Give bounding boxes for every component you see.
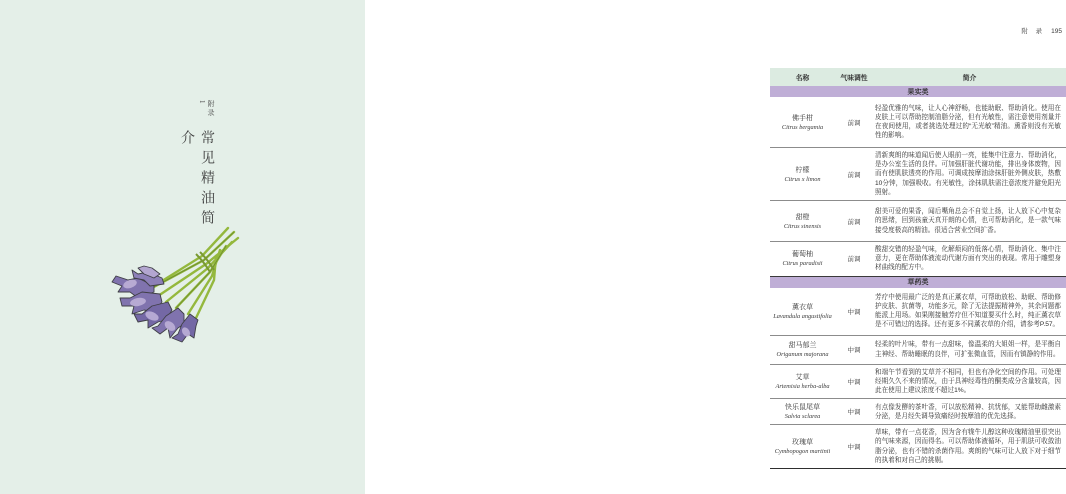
oil-name: 快乐鼠尾草 (785, 404, 820, 412)
oil-name: 葡萄柚 (792, 251, 813, 259)
table-row (770, 288, 1066, 336)
oil-name: 柠檬 (795, 166, 810, 174)
scent-note: 中调 (847, 444, 861, 452)
table-row (770, 336, 1066, 365)
oil-name: 甜橙 (795, 213, 810, 221)
section-bar-herbs: 草药类 (770, 277, 1066, 288)
table-header-row (770, 68, 1066, 86)
oil-name-cell (770, 402, 835, 421)
oil-description: 清新爽朗的味道闻后使人眼前一亮，能集中注意力、帮助消化，是办公室生活的良伴。可加强肝脏代谢功能，排出身体废物，因而有使肌肤透亮的作用。可调成按摩油涂抹肝脏外侧皮肤，热敷10分钟，加强吸收。有光敏性，涂抹肌肤需注意浓度并避免阳光照射。 (875, 152, 1061, 196)
oil-latin-name: Citrus bergamia (781, 123, 824, 131)
left-page (0, 0, 365, 494)
oil-latin-name: Salvia sclarea (784, 413, 821, 421)
oil-description: 酸甜交错的轻盈气味，化解烦闷的低落心情，帮助消化、集中注意力，更在帮助体液流动代谢方面有突出的表现。常用于雕塑身材曲线的配方中。 (875, 246, 1061, 272)
oil-description: 轻盈优雅的气味，让人心神舒畅，也能助眠、帮助消化。使用在皮肤上可以帮助控制油脂分泌，但有光敏性，需注意使用剂量并在夜间使用，或者挑选处理过的“无光敏”精油。熏香则没有光敏性的影响。 (875, 104, 1061, 140)
oil-description: 芳疗中使用最广泛的是真正薰衣草，可帮助放松、助眠、帮助修护皮肤、抗菌等，功能多元，除了无法提振精神外，其余问题都能派上用场。如果刚接触芳疗但不知道要买什么时，纯正薰衣草是不可错过的选择。还有更多不同薰衣草的介绍，请参考P.57。 (875, 293, 1061, 329)
scent-note: 前调 (847, 256, 861, 264)
oil-description: 和端午节看到的艾草并不相同，但也有净化空间的作用。可处理经期久久不来的情况，由于具神经毒性的酮类成分含量较高，因此在使用上建议浓度不超过1%。 (875, 368, 1061, 395)
scent-note: 中调 (847, 347, 861, 355)
scent-note: 前调 (847, 119, 861, 127)
oil-latin-name: Origanum majorana (776, 351, 829, 359)
oil-name-cell (770, 302, 835, 321)
oil-name: 佛手柑 (792, 114, 813, 122)
oil-name: 艾草 (795, 373, 810, 381)
oil-description: 有点像发酵的茶叶香，可以放松精神、抗忧郁，又能帮助雌激素分泌，是月经失调导致痛经时按摩油的优先选择。 (875, 403, 1061, 420)
column-header-name: 名称 (795, 75, 810, 82)
scent-note: 中调 (847, 308, 861, 316)
table-row (770, 242, 1066, 277)
oil-description: 甜美可爱的果香，闻后嘴角总会不自觉上扬，让人放下心中复杂的思绪，回到孩童天真开朗的心情，也可帮助消化，是一款气味接受度极高的精油。很适合营业空间扩香。 (875, 208, 1061, 234)
oil-name-cell (770, 249, 835, 268)
scent-note: 中调 (847, 378, 861, 386)
oil-description: 草味，带有一点花香，因为含有牻牛儿醇这种玫瑰精油里很突出的气味来源，因而得名。可以帮助体液循环，用于肌肤可收敛油脂分泌，也有不错的杀菌作用。爽朗的气味可让人放下对于细节的执着和对自己的挑剔。 (875, 429, 1061, 464)
scent-note: 前调 (847, 218, 861, 226)
oil-name: 甜马郁兰 (788, 342, 817, 350)
page-title: 常见精油简介 (179, 130, 214, 231)
oil-name: 玫瑰草 (792, 439, 813, 447)
oil-name-cell (770, 372, 835, 391)
oil-latin-name: Lavandula angustifolia (773, 312, 832, 320)
page-header-appendix-label: 附 录 (1021, 28, 1046, 35)
column-header-note: 气味调性 (840, 75, 868, 82)
oil-name-cell (770, 113, 835, 132)
scent-note: 中调 (847, 409, 861, 417)
page-header (940, 26, 1062, 35)
table-row (770, 399, 1066, 425)
section-bar-fruits: 果实类 (770, 86, 1066, 97)
table-row (770, 148, 1066, 201)
appendix-label: 附录1 (198, 100, 215, 118)
right-page (365, 0, 1062, 494)
table-row (770, 97, 1066, 148)
table-row (770, 425, 1066, 469)
oil-latin-name: Citrus paradisii (782, 260, 823, 268)
column-header-intro: 简介 (962, 75, 977, 82)
oil-latin-name: Citrus x limon (784, 175, 821, 183)
oil-name-cell (770, 212, 835, 231)
oil-latin-name: Cymbopogon martinii (774, 448, 831, 456)
oil-name-cell (770, 165, 835, 184)
table-row (770, 365, 1066, 400)
oil-name: 薰衣草 (792, 303, 813, 311)
lavender-illustration-icon (108, 226, 240, 344)
essential-oil-table (770, 68, 1066, 469)
oil-latin-name: Artemisia herba-alba (775, 382, 830, 390)
scent-note: 前调 (847, 171, 861, 179)
page-number: 195 (1051, 28, 1062, 35)
oil-name-cell (770, 340, 835, 359)
table-row (770, 201, 1066, 242)
oil-description: 轻柔的叶片味，带有一点甜味，像温柔的大姐姐一样，是平衡自主神经、帮助睡眠的良伴，可扩张微血管，因而有镇静的作用。 (875, 341, 1061, 358)
oil-latin-name: Citrus sinensis (783, 222, 822, 230)
oil-name-cell (770, 437, 835, 456)
